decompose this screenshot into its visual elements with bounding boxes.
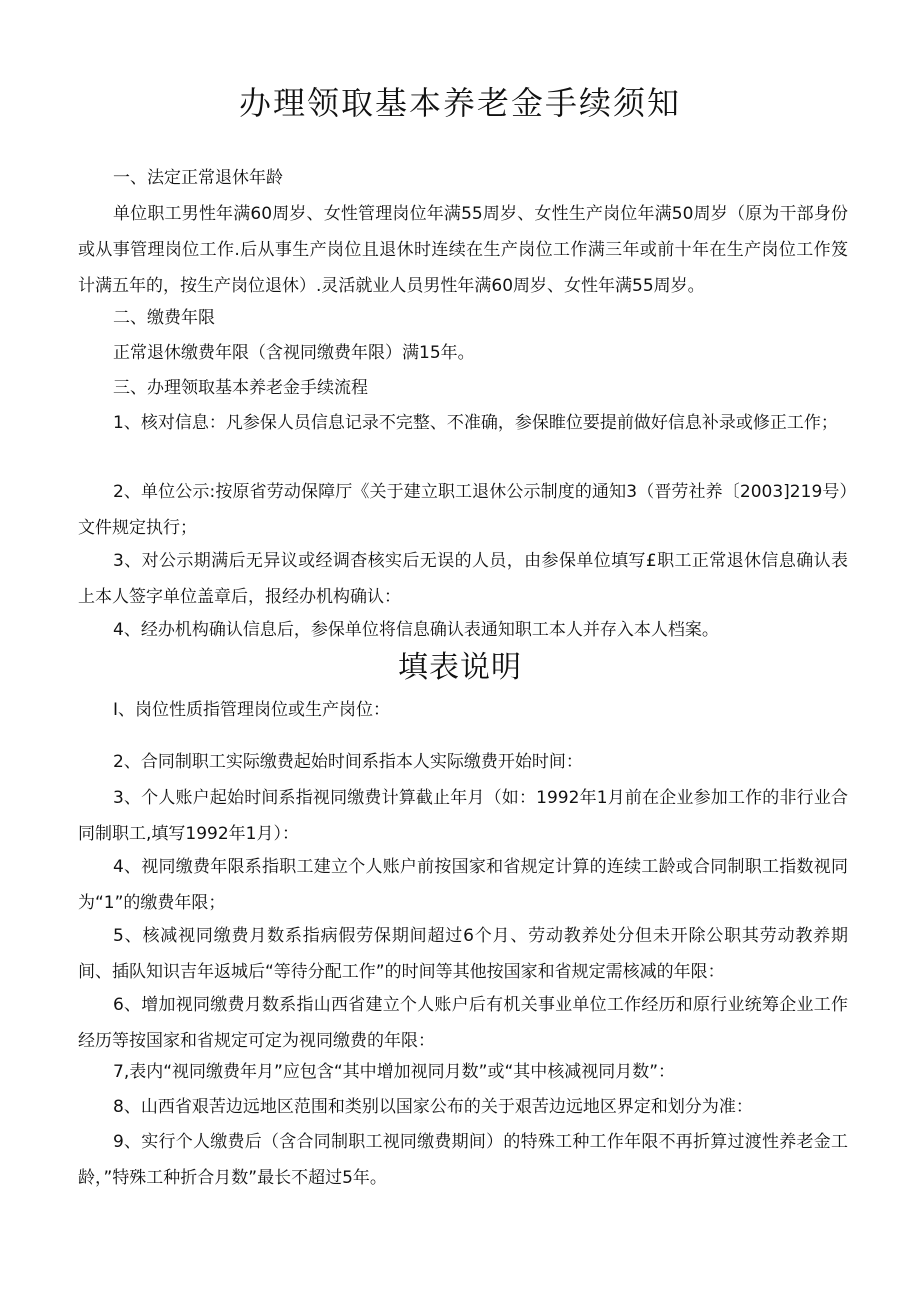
section-heading-retirement-age: 一、法定正常退休年龄 [113,168,283,188]
fill-instructions-title: 填表说明 [398,650,522,685]
fill-item-7: 7,表内“视同缴费年月”应包含“其中增加视同月数”或“其中核减视同月数”： [113,1062,676,1082]
fill-item-5: 5、核减视同缴费月数系指病假劳保期间超过6个月、劳动教养处分但未开除公职其劳动教养期间、插队知识吉年返城后“等待分配工作”的时间等其他按国家和省规定需核减的年限： [78,926,848,982]
fill-item-2: 2、合同制职工实际缴费起始时间系指本人实际缴费开始时间： [113,752,583,772]
fill-item-8: 8、山西省艰苦边远地区范围和类别以国家公布的关于艰苦边远地区界定和划分为准： [113,1097,753,1117]
fill-item-4: 4、视同缴费年限系指职工建立个人账户前按国家和省规定计算的连续工龄或合同制职工指数视同为“1”的缴费年限； [78,857,848,913]
fill-item-1: I、岗位性质指管理岗位或生产岗位： [113,700,391,720]
procedure-item-2: 2、单位公示:按原省劳动保障厅《关于建立职工退休公示制度的通知3（晋劳社养〔2003]219号）文件规定执行； [78,482,848,538]
procedure-item-3: 3、对公示期满后无异议或经调杳核实后无误的人员，由参保单位填写£职工正常退休信息确认表上本人签字单位盖章后，报经办机构确认： [78,551,848,607]
page-title: 办理领取基本养老金手续须知 [238,84,681,122]
section-body-retirement-age: 单位职工男性年满60周岁、女性管理岗位年满55周岁、女性生产岗位年满50周岁（原为干部身份或从事管理岗位工作.后从事生产岗位且退休时连续在生产岗位工作满三年或前十年在生产岗位工作笈计满五年的，按生产岗位退休）.灵活就业人员男性年满60周岁、女性年满55周岁。 [78,204,848,296]
section-body-payment-years: 正常退休缴费年限（含视同缴费年限）满15年。 [113,343,475,363]
fill-item-3: 3、个人账户起始时间系指视同缴费计算截止年月（如：1992年1月前在企业参加工作的非行业合同制职工,填写1992年1月）： [78,788,848,844]
procedure-item-1: 1、核对信息：凡参保人员信息记录不完整、不准确，参保睢位要提前做好信息补录或修正工作； [113,413,838,433]
fill-item-9: 9、实行个人缴费后（含合同制职工视同缴费期间）的特殊工种工作年限不再折算过渡性养老金工龄，”特殊工种折合月数”最长不超过5年。 [78,1132,848,1188]
section-heading-procedure: 三、办理领取基本养老金手续流程 [113,378,368,398]
procedure-item-4: 4、经办机构确认信息后，参保单位将信息确认表通知职工本人并存入本人档案。 [113,620,719,640]
section-heading-payment-years: 二、缴费年限 [113,308,215,328]
fill-item-6: 6、增加视同缴费月数系指山西省建立个人账户后有机关事业单位工作经历和原行业统筹企业工作经历等按国家和省规定可定为视同缴费的年限： [78,995,848,1051]
